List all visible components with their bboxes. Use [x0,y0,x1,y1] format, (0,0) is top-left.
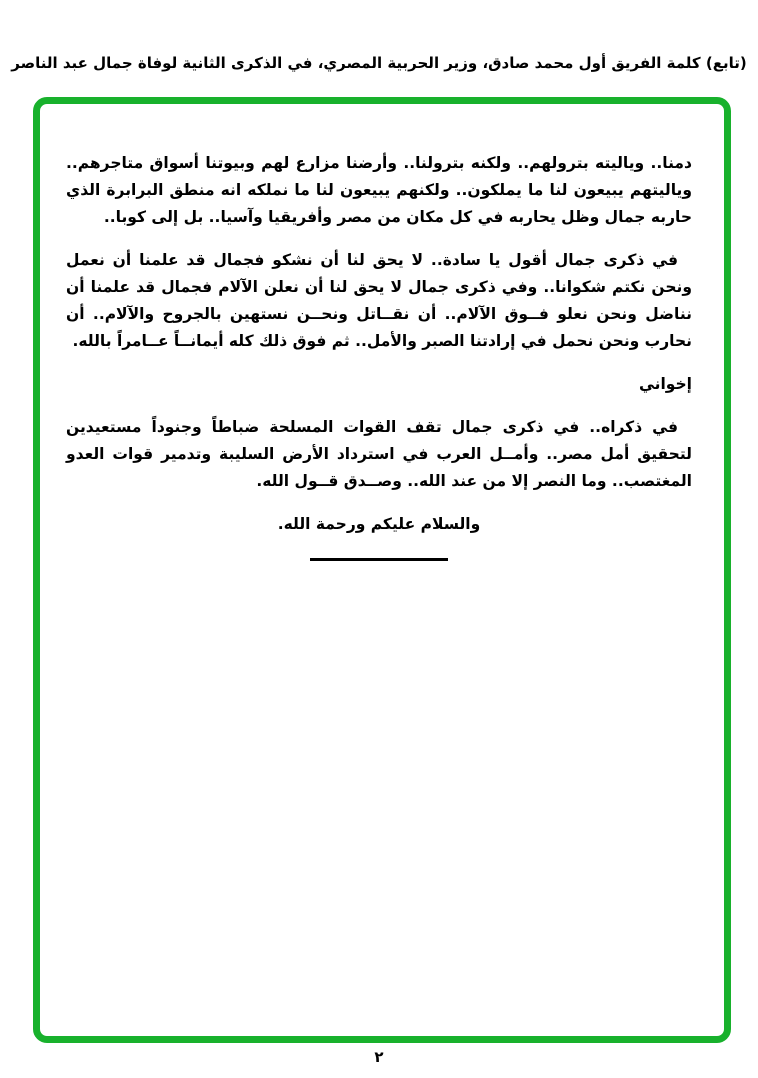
paragraph-continuation: دمنا.. وياليته بترولهم.. ولكنه بترولنا.. وأرضنا مزارع لهم وبيوتنا أسواق متاجرهم.. وياليتهم يبيعون لنا ما يملكون.. ولكنهم يبيعون لنا ما نملكه انه منطق البرابرة الذي حاربه جمال وظل يحاربه في كل مكان من مصر وأفريقيا وآسيا.. بل إلى كوبا.. [66,154,692,226]
document-content [40,104,724,561]
paragraph-armed-forces: في ذكراه.. في ذكرى جمال تقف القوات المسلحة ضباطاً وجنوداً مستعيدين لتحقيق أمل مصر.. وأمــل العرب في استرداد الأرض السليبة وتدمير قوات العدو المغتصب.. وما النصر إلا من عند الله.. وصــدق قــول الله. [66,418,692,490]
green-border-frame [33,97,731,1043]
page-header-title: (تابع) كلمة الفريق أول محمد صادق، وزير الحربية المصري، في الذكرى الثانية لوفاة جمال عبد الناصر [11,54,747,72]
paragraph-memory-of-gamal: في ذكرى جمال أقول يا سادة.. لا يحق لنا أن نشكو فجمال قد علمنا أن نعمل ونحن نكتم شكوانا.. وفي ذكرى جمال لا يحق لنا أن نعلن الآلام فجمال قد علمنا أن نناضل ونحن نعلو فــوق الآلام.. أن نقــاتل ونحــن نستهين بالجروح والآلام.. أن نحارب ونحن نحمل في إرادتنا الصبر والأمل.. ثم فوق ذلك كله أيمانــاً عــامراً بالله. [66,251,692,350]
section-divider [310,558,448,561]
paragraph-salutation-brothers: إخواني [638,375,692,393]
paragraph-closing-salutation: والسلام عليكم ورحمة الله. [277,515,481,533]
page-number: ٢ [374,1048,384,1066]
